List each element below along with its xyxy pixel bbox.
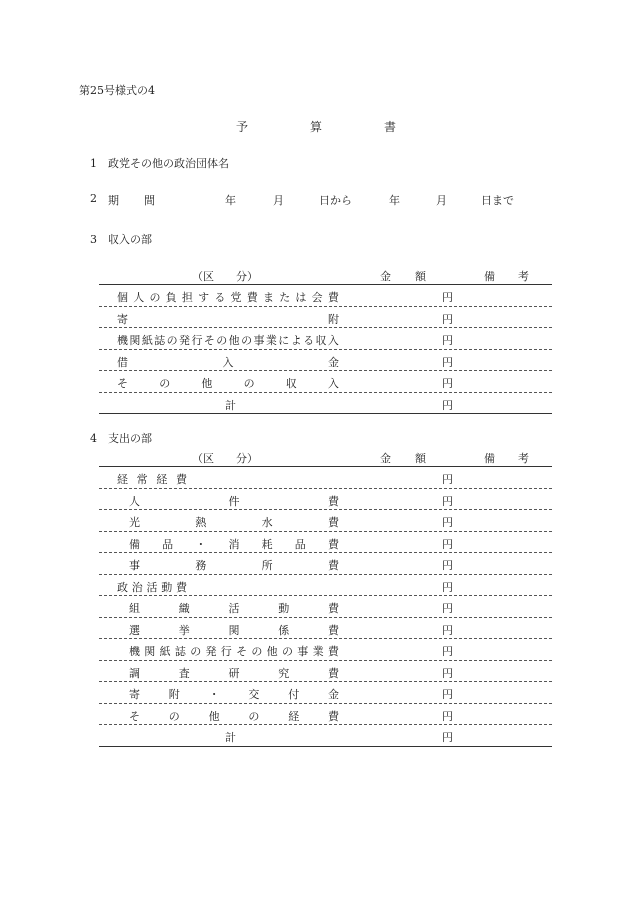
header-category: （区 分） <box>192 452 258 465</box>
expense-row-label: 機 関 紙 誌 の 発 行 そ の 他 の 事 業 費 <box>129 645 339 658</box>
expense-row <box>99 618 552 640</box>
expense-amount-field[interactable] <box>349 684 439 700</box>
expense-amount-field[interactable] <box>349 663 439 679</box>
income-remarks-field[interactable] <box>461 287 549 303</box>
section-1-party-name <box>90 155 229 171</box>
yen-unit: 円 <box>442 537 453 551</box>
expense-row-label: 調 査 研 究 費 <box>129 666 339 680</box>
yen-unit: 円 <box>442 291 453 304</box>
yen-unit: 円 <box>442 709 453 723</box>
income-row <box>99 393 552 415</box>
expense-remarks-field[interactable] <box>461 512 549 528</box>
title-char-1: 予 <box>236 120 249 134</box>
yen-unit: 円 <box>442 398 453 412</box>
income-amount-field[interactable] <box>349 373 439 389</box>
section-label: 収入の部 <box>108 233 152 246</box>
expense-amount-field[interactable] <box>349 706 439 722</box>
yen-unit: 円 <box>442 559 453 572</box>
expense-remarks-field[interactable] <box>461 491 549 507</box>
income-row <box>99 285 552 307</box>
section-4-expenses <box>90 430 152 446</box>
income-remarks-field[interactable] <box>461 395 549 411</box>
section-number: 4 <box>90 432 97 445</box>
income-amount-field[interactable] <box>349 287 439 303</box>
expense-amount-field[interactable] <box>349 555 439 571</box>
expense-row <box>99 489 552 511</box>
expense-row <box>99 725 552 747</box>
section-3-income <box>90 231 152 247</box>
income-row <box>99 371 552 393</box>
expense-row-label: 選 挙 関 係 費 <box>129 623 339 637</box>
header-amount-b: 額 <box>415 270 426 283</box>
income-remarks-field[interactable] <box>461 373 549 389</box>
month-1: 月 <box>273 194 284 207</box>
expense-row-label: 政 治 活 動 費 <box>117 580 187 594</box>
income-table <box>99 264 552 414</box>
period-label-b: 間 <box>144 194 155 207</box>
expense-row-label: 人 件 費 <box>129 494 339 508</box>
expense-remarks-field[interactable] <box>461 684 549 700</box>
income-row-label: 寄 附 <box>117 312 339 326</box>
expense-row-label: 組 織 活 動 費 <box>129 602 339 615</box>
expense-row-label: 光 熱 水 費 <box>129 516 339 529</box>
expense-amount-field[interactable] <box>349 534 439 550</box>
yen-unit: 円 <box>442 580 453 594</box>
expense-row-label: 備 品 ・ 消 耗 品 費 <box>129 537 339 551</box>
year-2: 年 <box>389 194 400 207</box>
year-1: 年 <box>225 194 236 207</box>
income-remarks-field[interactable] <box>461 352 549 368</box>
expense-table-header <box>99 446 552 466</box>
expense-row-label: 事 務 所 費 <box>129 559 339 572</box>
income-row-label: 機 関 紙 誌 の 発 行 そ の 他 の 事 業 に よ る 収 入 <box>117 334 339 347</box>
expense-amount-field[interactable] <box>349 727 439 743</box>
expense-row <box>99 596 552 618</box>
yen-unit: 円 <box>442 666 453 680</box>
expense-row <box>99 553 552 575</box>
expense-total-label: 計 <box>225 731 236 744</box>
expense-row <box>99 467 552 489</box>
expense-row <box>99 532 552 554</box>
expense-remarks-field[interactable] <box>461 555 549 571</box>
income-row <box>99 350 552 372</box>
income-remarks-field[interactable] <box>461 309 549 325</box>
expense-remarks-field[interactable] <box>461 663 549 679</box>
section-label: 支出の部 <box>108 432 152 445</box>
yen-unit: 円 <box>442 731 453 744</box>
header-remarks-b: 考 <box>518 270 529 283</box>
income-amount-field[interactable] <box>349 330 439 346</box>
yen-unit: 円 <box>442 688 453 701</box>
section-label: 政党その他の政治団体名 <box>108 157 229 170</box>
expense-remarks-field[interactable] <box>461 727 549 743</box>
yen-unit: 円 <box>442 645 453 658</box>
header-amount-a: 金 <box>380 270 391 283</box>
expense-amount-field[interactable] <box>349 577 439 593</box>
income-amount-field[interactable] <box>349 309 439 325</box>
expense-row <box>99 682 552 704</box>
title-char-2: 算 <box>309 120 322 134</box>
expense-amount-field[interactable] <box>349 620 439 636</box>
header-amount-a: 金 <box>380 452 391 465</box>
expense-amount-field[interactable] <box>349 512 439 528</box>
income-remarks-field[interactable] <box>461 330 549 346</box>
yen-unit: 円 <box>442 623 453 637</box>
section-number: 1 <box>90 157 97 170</box>
expense-amount-field[interactable] <box>349 598 439 614</box>
header-remarks-a: 備 <box>484 270 495 283</box>
section-2-period <box>90 192 530 208</box>
month-2: 月 <box>436 194 447 207</box>
from-day: 日から <box>319 194 352 207</box>
yen-unit: 円 <box>442 355 453 369</box>
expense-row <box>99 661 552 683</box>
yen-unit: 円 <box>442 312 453 326</box>
expense-row-label: そ の 他 の 経 費 <box>129 709 339 723</box>
expense-amount-field[interactable] <box>349 641 439 657</box>
expense-row <box>99 639 552 661</box>
income-row <box>99 307 552 329</box>
expense-remarks-field[interactable] <box>461 620 549 636</box>
expense-row <box>99 704 552 726</box>
income-row-label: そ の 他 の 収 入 <box>117 377 339 390</box>
yen-unit: 円 <box>442 377 453 390</box>
header-category: （区 分） <box>192 270 258 283</box>
income-amount-field[interactable] <box>349 395 439 411</box>
section-number: 3 <box>90 233 97 246</box>
expense-row-label: 経 常 経 費 <box>117 473 187 486</box>
expense-row-label: 寄 附 ・ 交 付 金 <box>129 688 339 701</box>
expense-remarks-field[interactable] <box>461 469 549 485</box>
income-table-header <box>99 264 552 284</box>
expense-table <box>99 446 552 747</box>
yen-unit: 円 <box>442 473 453 486</box>
header-remarks-a: 備 <box>484 452 495 465</box>
expense-amount-field[interactable] <box>349 469 439 485</box>
yen-unit: 円 <box>442 602 453 615</box>
header-remarks-b: 考 <box>518 452 529 465</box>
title-char-3: 書 <box>383 120 396 134</box>
income-row <box>99 328 552 350</box>
expense-remarks-field[interactable] <box>461 577 549 593</box>
expense-row <box>99 575 552 597</box>
period-label-a: 期 <box>108 194 119 207</box>
income-total-label: 計 <box>225 398 236 412</box>
yen-unit: 円 <box>442 516 453 529</box>
expense-remarks-field[interactable] <box>461 598 549 614</box>
income-amount-field[interactable] <box>349 352 439 368</box>
expense-remarks-field[interactable] <box>461 641 549 657</box>
yen-unit: 円 <box>442 334 453 347</box>
expense-remarks-field[interactable] <box>461 706 549 722</box>
section-number: 2 <box>90 192 97 205</box>
expense-amount-field[interactable] <box>349 491 439 507</box>
document-title <box>236 118 396 135</box>
yen-unit: 円 <box>442 494 453 508</box>
income-row-label: 個 人 の 負 担 す る 党 費 ま た は 会 費 <box>117 291 339 304</box>
header-amount-b: 額 <box>415 452 426 465</box>
expense-row <box>99 510 552 532</box>
expense-remarks-field[interactable] <box>461 534 549 550</box>
until-day: 日まで <box>481 194 514 207</box>
form-number: 第25号様式の4 <box>79 84 155 97</box>
income-row-label: 借 入 金 <box>117 355 339 369</box>
